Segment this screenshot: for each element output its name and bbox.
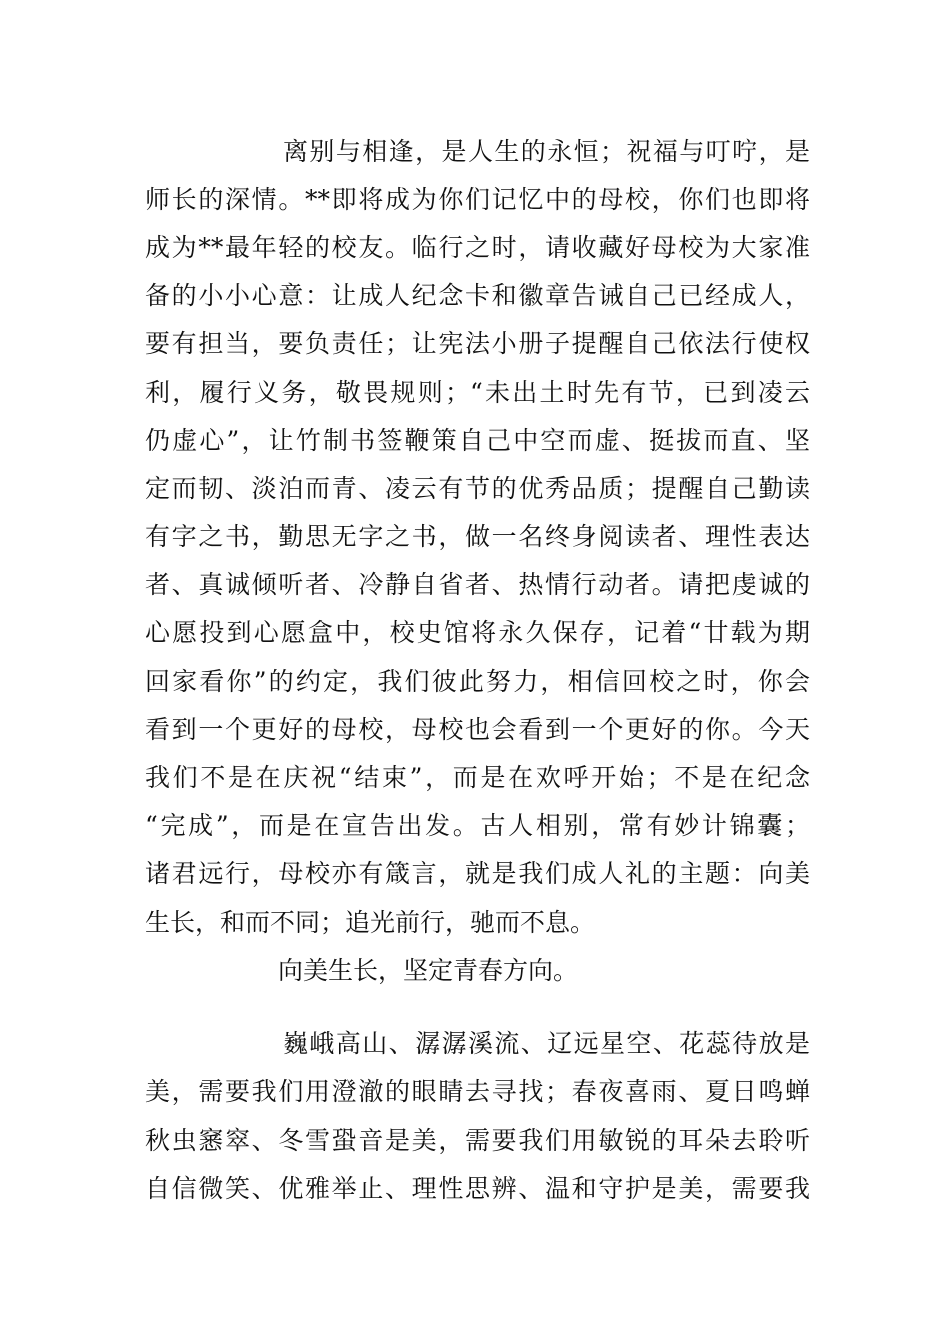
paragraph-1-line-1: 离别与相逢，是人生的永恒；祝福与叮咛，是 [283, 137, 810, 166]
paragraph-1-line-12: 回家看你”的约定，我们彼此努力，相信回校之时，你会 [145, 667, 810, 696]
paragraph-1-line-7: 仍虚心”，让竹制书签鞭策自己中空而虚、挺拔而直、坚 [145, 426, 810, 455]
paragraph-1-line-3: 成为**最年轻的校友。临行之时，请收藏好母校为大家准 [145, 233, 810, 262]
paragraph-3-line-1: 巍峨高山、潺潺溪流、辽远星空、花蕊待放是 [283, 1029, 810, 1058]
paragraph-3-line-3: 秋虫窸窣、冬雪蛩音是美，需要我们用敏锐的耳朵去聆听 [145, 1126, 810, 1155]
paragraph-1-line-16: 诸君远行，母校亦有箴言，就是我们成人礼的主题：向美 [145, 859, 810, 888]
paragraph-1-line-10: 者、真诚倾听者、冷静自省者、热情行动者。请把虔诚的 [145, 570, 810, 599]
paragraph-1-line-17: 生长，和而不同；追光前行，驰而不息。 [145, 908, 596, 937]
section-heading: 向美生长，坚定青春方向。 [278, 956, 579, 985]
paragraph-1-line-11: 心愿投到心愿盒中，校史馆将永久保存，记着“廿载为期 [145, 618, 810, 647]
paragraph-1-line-14: 我们不是在庆祝“结束”，而是在欢呼开始；不是在纪念 [145, 763, 810, 792]
paragraph-1-line-6: 利，履行义务，敬畏规则；“未出土时先有节，已到凌云 [145, 378, 810, 407]
paragraph-1-line-8: 定而韧、淡泊而青、凌云有节的优秀品质；提醒自己勤读 [145, 474, 810, 503]
paragraph-1-line-9: 有字之书，勤思无字之书，做一名终身阅读者、理性表达 [145, 522, 810, 551]
paragraph-1-line-13: 看到一个更好的母校，母校也会看到一个更好的你。今天 [145, 715, 810, 744]
paragraph-1-line-5: 要有担当，要负责任；让宪法小册子提醒自己依法行使权 [145, 329, 810, 358]
paragraph-3-line-4: 自信微笑、优雅举止、理性思辨、温和守护是美，需要我 [145, 1174, 810, 1203]
paragraph-1-line-4: 备的小小心意：让成人纪念卡和徽章告诫自己已经成人， [145, 281, 810, 310]
paragraph-3-line-2: 美，需要我们用澄澈的眼睛去寻找；春夜喜雨、夏日鸣蝉 [145, 1077, 810, 1106]
paragraph-1-line-2: 师长的深情。**即将成为你们记忆中的母校，你们也即将 [145, 185, 810, 214]
paragraph-1-line-15: “完成”，而是在宣告出发。古人相别，常有妙计锦囊； [145, 811, 810, 840]
